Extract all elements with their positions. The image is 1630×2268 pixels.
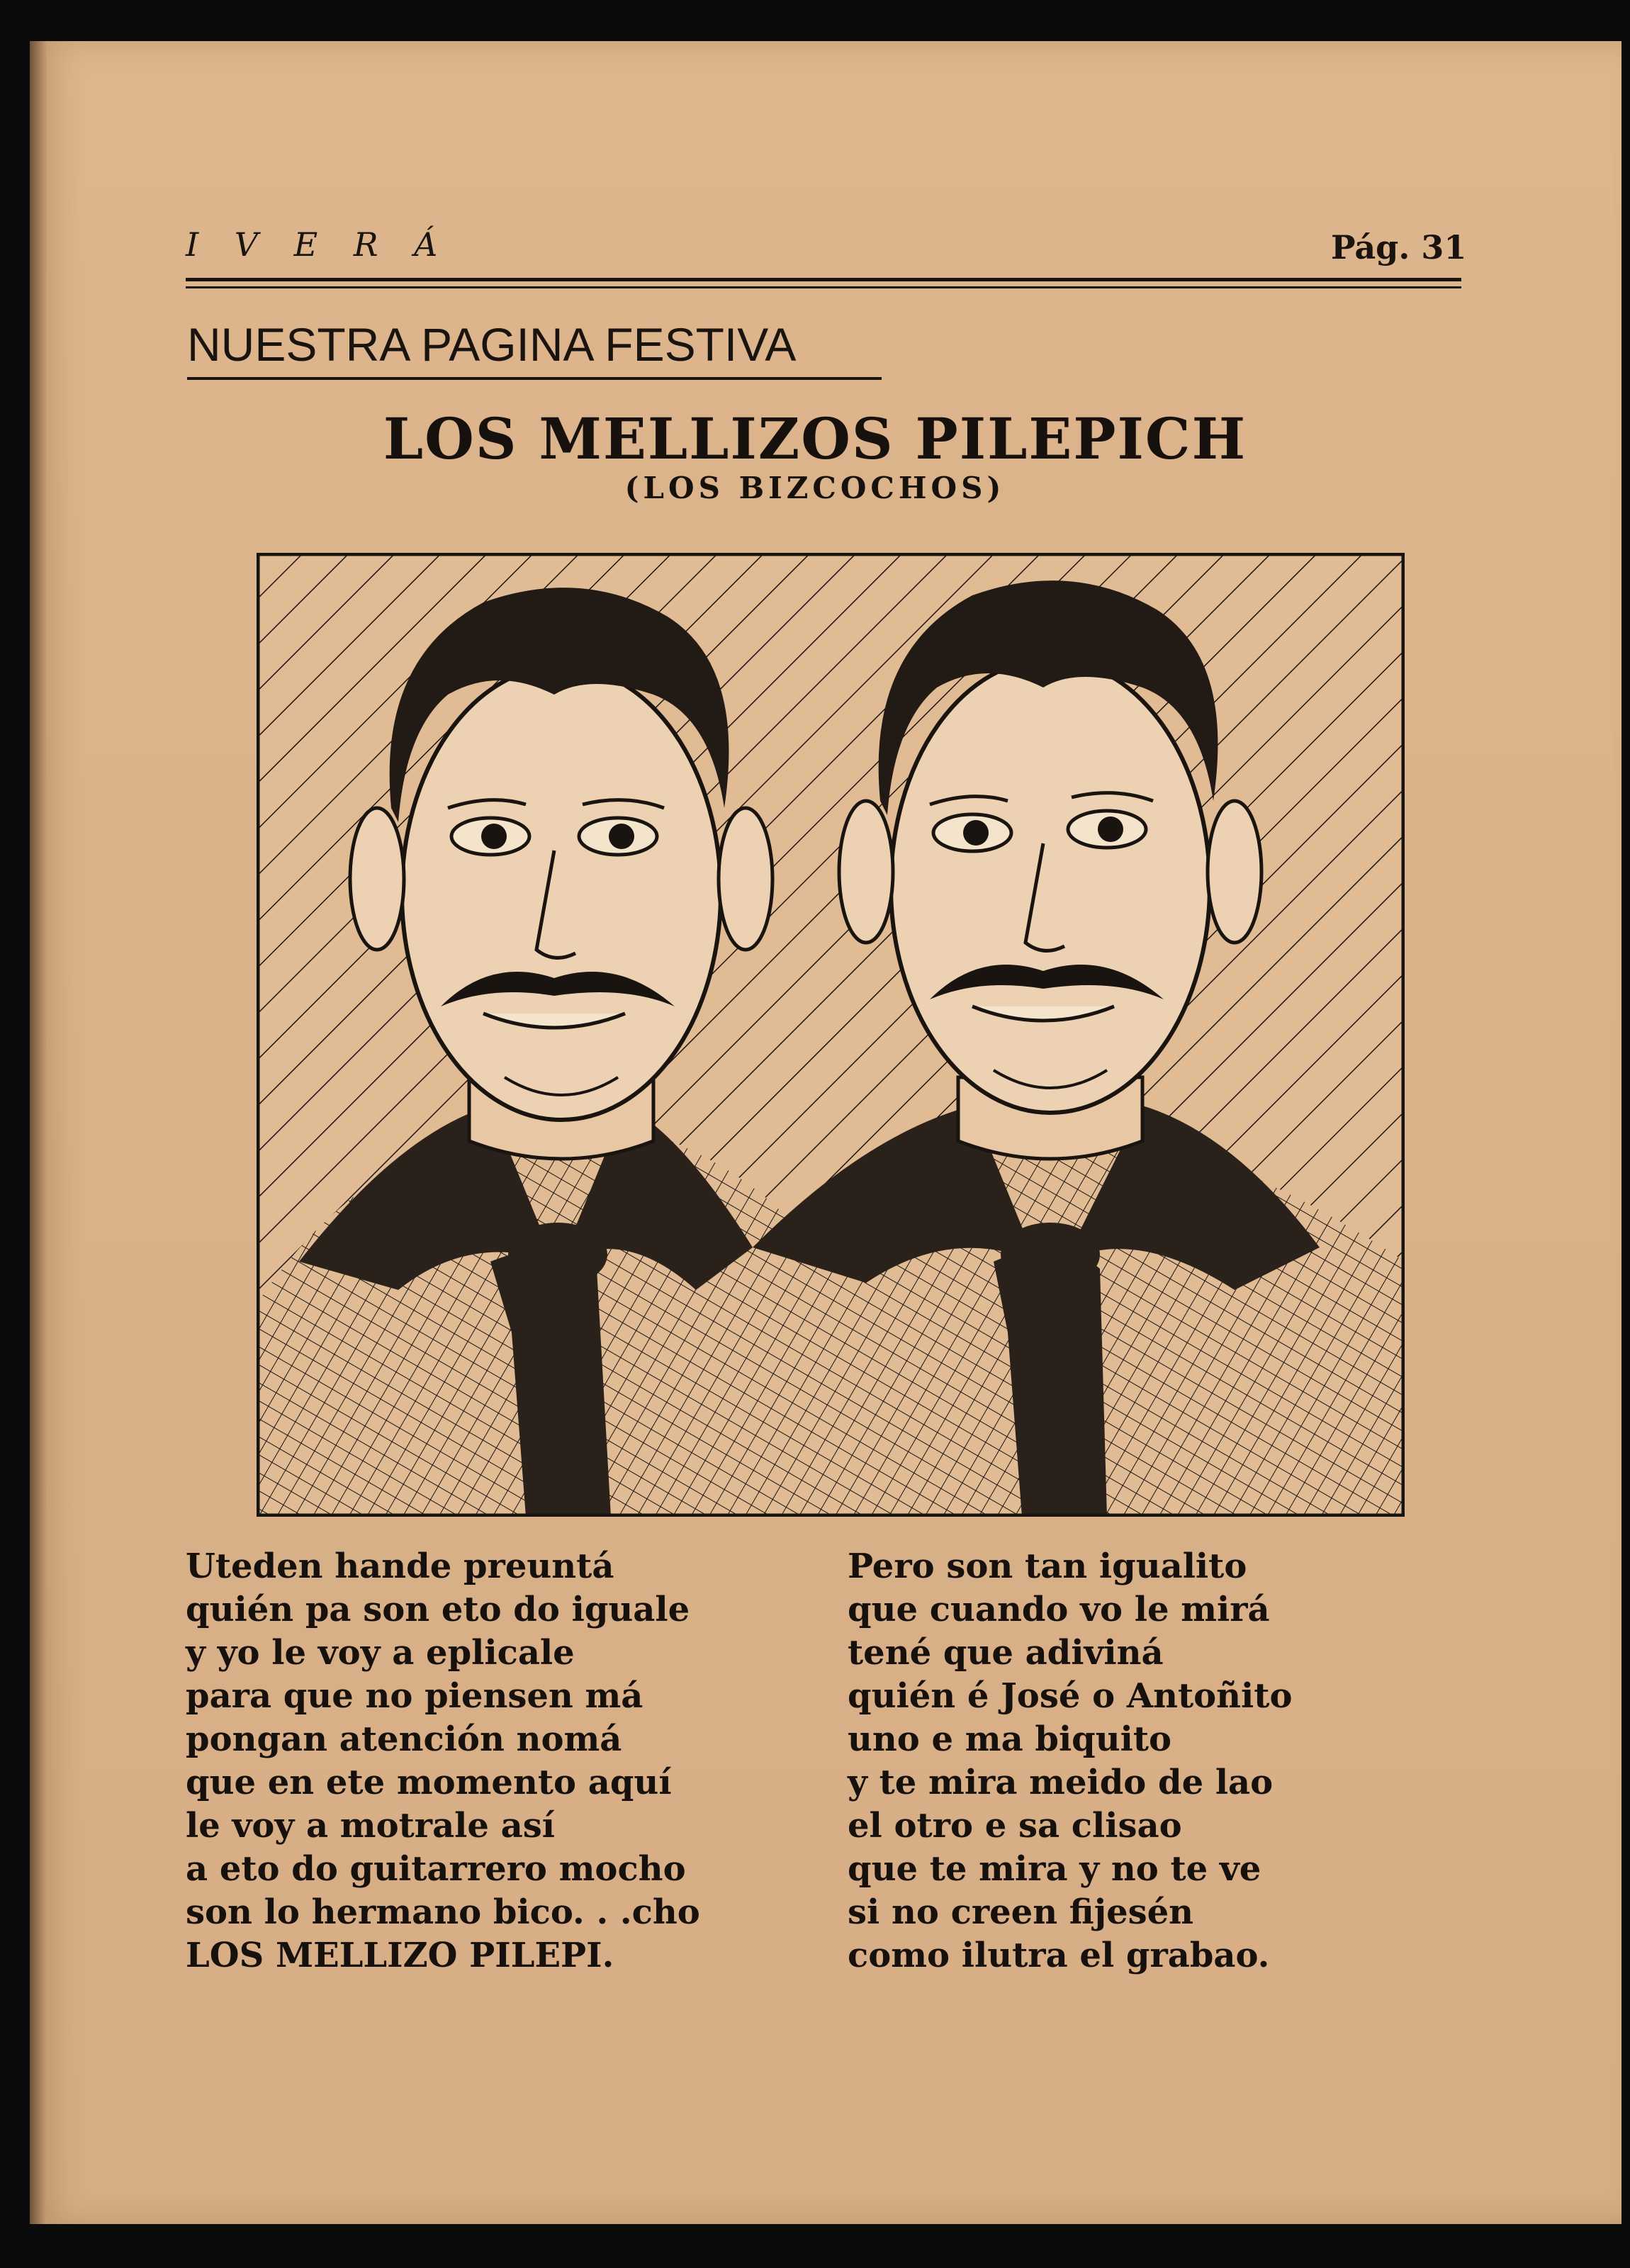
section-title: NUESTRA PAGINA FESTIVA [187, 318, 797, 371]
poem-line: Pero son tan igualito [848, 1546, 1247, 1586]
poem-line: que cuando vo le mirá [848, 1590, 1270, 1629]
poem-line: LOS MELLIZO PILEPI. [186, 1936, 614, 1975]
poem-line: que te mira y no te ve [848, 1849, 1261, 1889]
poem-line: le voy a motrale así [186, 1806, 556, 1846]
header-rule [186, 278, 1461, 281]
poem-line: como ilutra el grabao. [848, 1936, 1270, 1975]
poem-right-column [848, 1545, 1292, 1977]
poem-line: son lo hermano bico. . .cho [186, 1892, 700, 1932]
poem-line: y yo le voy a eplicale [186, 1633, 575, 1673]
poem-line: si no creen fijesén [848, 1892, 1194, 1932]
poem-line: que en ete momento aquí [186, 1763, 672, 1802]
header-rule-thin [186, 286, 1461, 288]
poem-line: pongan atención nomá [186, 1719, 622, 1759]
poem-line: tené que adiviná [848, 1633, 1164, 1673]
poem-line: y te mira meido de lao [848, 1763, 1274, 1802]
poem-line: quién é José o Antoñito [848, 1676, 1293, 1716]
poem-line: el otro e sa clisao [848, 1806, 1182, 1846]
poem-line: uno e ma biquito [848, 1719, 1172, 1759]
section-underline [187, 377, 882, 380]
poem-left-column [186, 1545, 700, 1977]
publication-name: I V E R Á [186, 225, 451, 264]
poem-line: quién pa son eto do iguale [186, 1590, 690, 1629]
twins-caricature-illustration [257, 553, 1405, 1517]
article-subtitle: (LOS BIZCOCHOS) [624, 471, 1006, 505]
poem-line: para que no piensen má [186, 1676, 643, 1716]
article-title: LOS MELLIZOS PILEPICH [383, 405, 1247, 472]
poem-line: Uteden hande preuntá [186, 1546, 614, 1586]
page-binding [30, 41, 47, 2224]
poem-line: a eto do guitarrero mocho [186, 1849, 686, 1889]
page-number: Pág. 31 [1331, 228, 1467, 266]
